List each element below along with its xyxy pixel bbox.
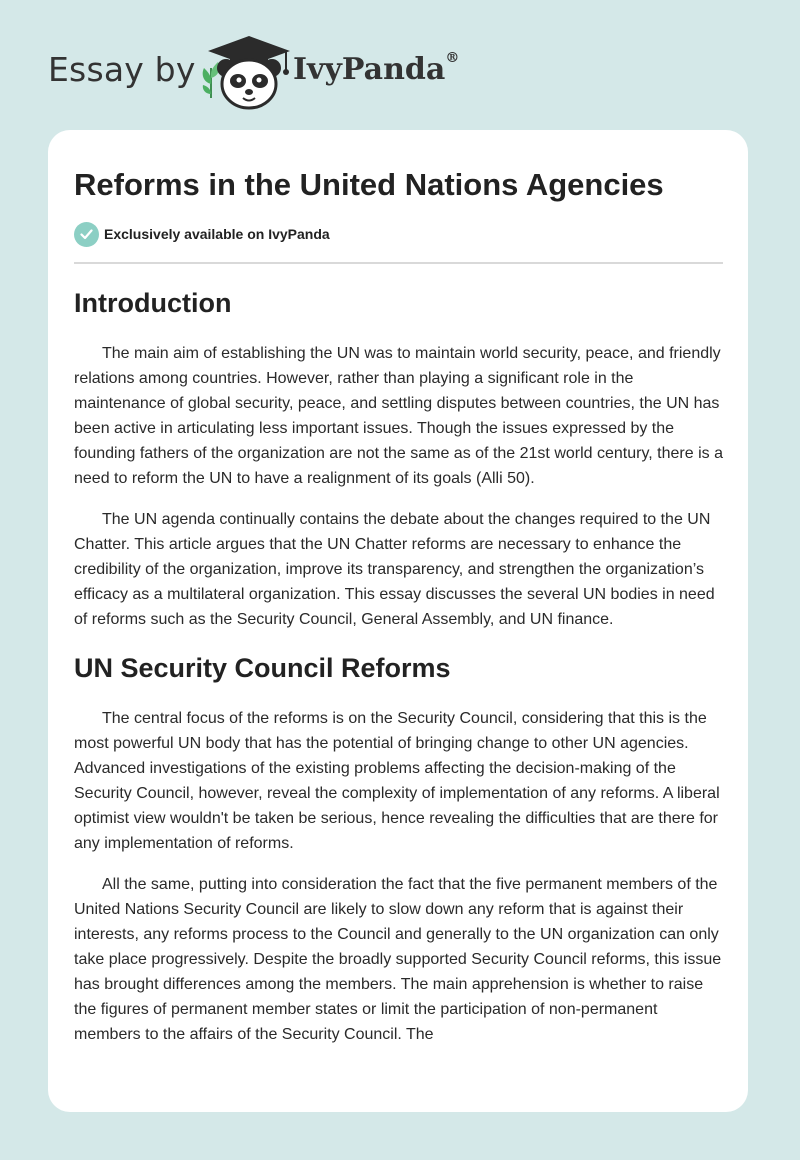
check-icon: [74, 222, 99, 247]
site-header: [48, 30, 548, 110]
brand-name: IvyPanda®: [293, 50, 460, 87]
essay-by-label: Essay by: [48, 50, 196, 89]
section-heading: Introduction: [74, 288, 232, 318]
article-card: [48, 130, 748, 1112]
exclusive-badge: [74, 221, 722, 247]
paragraph: The main aim of establishing the UN was to maintain world security, peace, and friendly relations among countries. However, rather than playing a significant role in the maintenance of global security, peace, and settling disputes between countries, the UN has been active in articulating less important issues. Though the issues expressed by the founding fathers of the organization are not the same as of the 21st world century, there is a need to reform the UN to have a realignment of its goals (Alli 50).: [74, 345, 723, 487]
article-title: Reforms in the United Nations Agencies: [74, 167, 664, 202]
exclusive-label: Exclusively available on IvyPanda: [104, 226, 330, 242]
paragraph: The UN agenda continually contains the debate about the changes required to the UN Chatter. This article argues that the UN Chatter reforms are necessary to enhance the credibility of the organization, improve its transparency, and strengthen the organization’s efficacy as a multilateral organization. This essay discusses the several UN bodies in need of reforms such as the Security Council, General Assembly, and UN finance.: [74, 511, 715, 628]
divider: [74, 262, 723, 264]
paragraph: All the same, putting into consideration the fact that the five permanent members of the United Nations Security Council are likely to slow down any reform that is against their interests, any reforms process to the Council and generally to the UN organization can only take place progressively. Despite the broadly supported Security Council reforms, this issue has brought differences among the members. The main apprehension is whether to raise the figures of permanent member states or limit the participation of non-permanent members to the affairs of the Security Council. The: [74, 876, 722, 1043]
paragraph: The central focus of the reforms is on the Security Council, considering that this is the most powerful UN body that has the potential of bringing change to other UN agencies. Advanced investigations of the existing problems affecting the decision-making of the Security Council, however, reveal the complexity of implementation of any reforms. A liberal optimist view wouldn't be taken be serious, hence revealing the difficulties that are there for any implementation of reforms.: [74, 710, 720, 852]
panda-logo-icon: [206, 34, 292, 110]
section-heading: UN Security Council Reforms: [74, 653, 451, 683]
